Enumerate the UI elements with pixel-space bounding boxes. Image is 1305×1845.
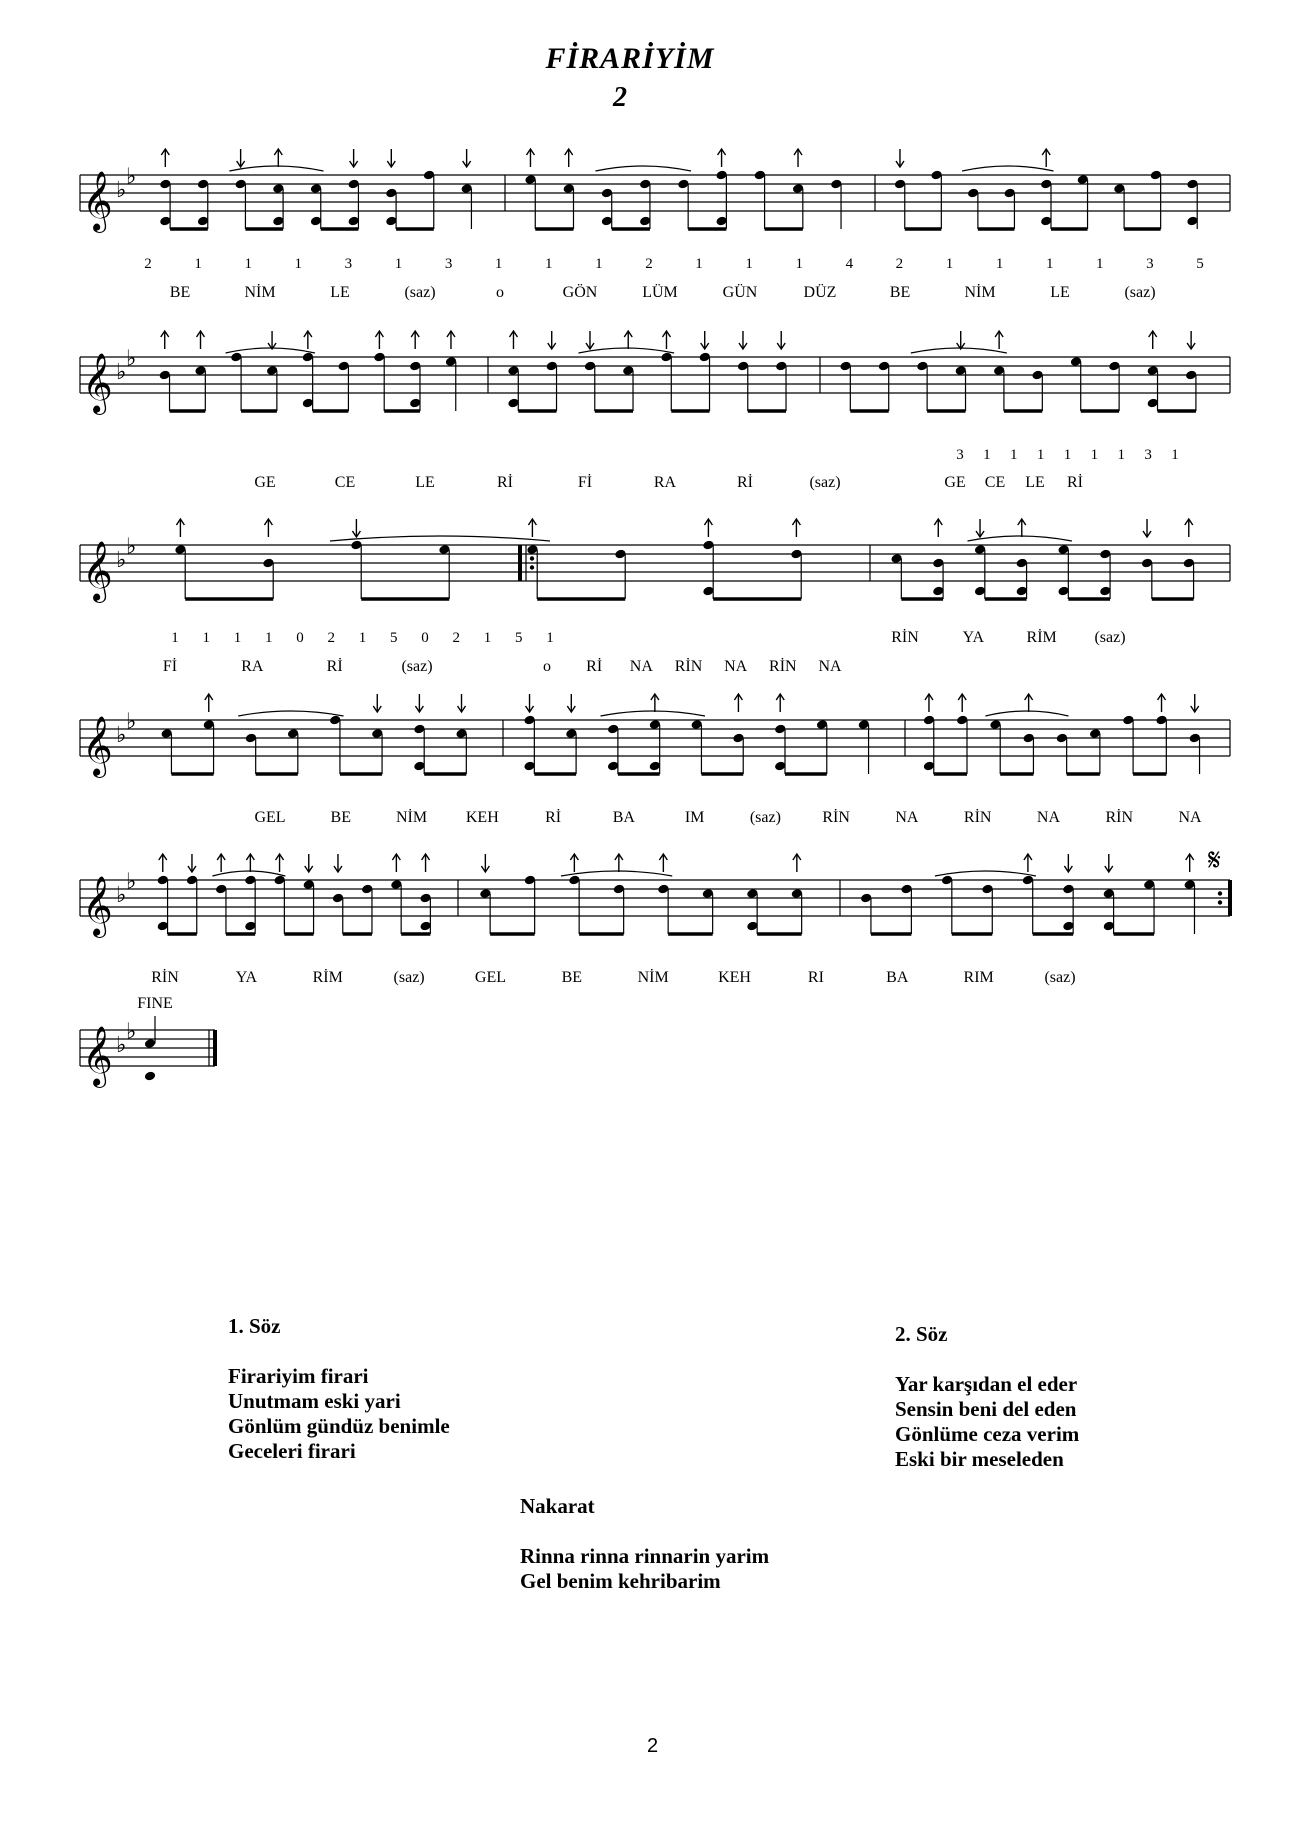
repeat-dot [530,565,534,569]
fingering-number: 1 [233,630,242,646]
verse-1-line: Firariyim firari [228,1364,369,1388]
lyric-syllable: (saz) [404,284,436,301]
flat-sign: ♭ [126,709,137,735]
lyric-syllable: (saz) [749,809,781,826]
slur [968,536,1072,541]
lyric-syllable: NA [629,658,653,675]
lyric-syllable: (saz) [809,474,841,491]
lyric-syllable: YA [962,629,985,646]
fingering-number: 1 [983,447,991,463]
fingering-number: 1 [1090,447,1099,463]
lyric-syllable: LE [415,474,435,491]
lyric-syllable: IM [684,809,705,826]
fingering-number: 3 [444,256,453,272]
slur [238,711,343,716]
fingering-number: 1 [394,256,403,272]
notehead [144,1038,157,1049]
lyric-syllable: Fİ [577,474,593,491]
lyric-syllable: KEH [465,809,499,826]
fingering-number: 0 [421,630,429,646]
treble-clef: 𝄞 [82,716,113,776]
lyric-syllable: NİM [964,284,996,301]
lyric-syllable: Rİ [497,474,513,491]
chorus-heading: Nakarat [520,1494,595,1518]
lyric-syllable: GEL [474,969,507,986]
lyric-syllable: BE [330,809,351,826]
flat-sign: ♭ [126,534,137,560]
lyric-syllable: CE [984,474,1006,491]
lyric-syllable: LE [1025,474,1045,491]
fingering-number: 5 [390,630,398,646]
lyric-syllable: NA [1036,809,1061,826]
flat-sign: ♭ [126,1019,137,1045]
fingering-number: 1 [945,256,954,272]
fingering-number: 1 [595,256,603,272]
lyric-syllable: NİM [637,969,669,986]
lyric-syllable: BE [169,284,191,301]
lyric-syllable: CE [334,474,356,491]
fingering-number: 1 [494,256,503,272]
fingering-number: 3 [1144,447,1152,463]
verse-2-line: Gönlüme ceza verim [895,1422,1080,1446]
segno-icon: 𝄋 [1208,843,1221,878]
lyric-syllable: GÖN [562,284,598,301]
slur [330,536,550,541]
lyric-syllable: RİN [822,809,850,826]
lyric-syllable: GE [254,474,276,491]
fine-marking: FINE [137,995,173,1012]
lyric-syllable: NA [1178,809,1202,826]
lyric-syllable: LÜM [642,284,678,301]
fingering-number: 1 [695,256,703,272]
lyric-syllable: (saz) [401,658,433,675]
slur [911,348,1007,353]
treble-clef: 𝄞 [82,353,113,413]
fingering-number: 1 [1117,447,1125,463]
lyric-syllable: (saz) [1124,284,1156,301]
lyric-syllable: RİN [891,629,919,646]
verse-2-line: Yar karşıdan el eder [895,1372,1078,1396]
lyric-syllable: BA [886,969,909,986]
lyric-syllable: RİN [674,658,703,675]
slur [985,711,1068,716]
verse-1-line: Geceleri firari [228,1439,356,1463]
lyric-syllable: RA [241,658,264,675]
lyric-syllable: KEH [718,969,751,986]
verse-2 [895,1322,1079,1472]
fingering-number: 1 [202,630,210,646]
lyric-syllable: RİN [151,969,179,986]
lyric-syllable: Rİ [737,474,753,491]
lyric-syllable: GE [944,474,966,491]
slur [229,166,323,171]
fingering-number: 3 [344,256,353,272]
fingering-number: 1 [294,256,303,272]
lyric-syllable: NİM [395,809,428,826]
flat-sign: ♭ [126,346,137,372]
lyric-syllable: (saz) [1094,629,1126,646]
fingering-number: 5 [515,630,523,646]
page-number: 2 [646,1735,659,1757]
slur [226,348,315,353]
lyric-syllable: GÜN [722,284,758,301]
fingering-number: 1 [1063,447,1072,463]
verse-1-line: Unutmam eski yari [228,1389,401,1413]
fingering-number: 5 [1196,256,1204,272]
lyric-syllable: LE [1050,284,1070,301]
slur [595,166,691,171]
fingering-number: 1 [745,256,753,272]
fingering-number: 1 [546,630,554,646]
fingering-number: 1 [483,630,492,646]
fingering-number: 3 [956,447,964,463]
lyric-syllable: (saz) [1044,969,1076,986]
lyric-syllable: RİN [769,658,797,675]
flat-sign: ♭ [126,164,137,190]
fingering-number: 1 [1045,256,1054,272]
lyric-syllable: RIM [963,969,994,986]
treble-clef: 𝄞 [82,1026,113,1086]
fingering-number: 1 [1096,256,1104,272]
verse-2-line: Sensin beni del eden [895,1397,1077,1421]
page-subtitle: 2 [613,82,627,113]
fingering-number: 1 [995,256,1004,272]
lyric-syllable: (saz) [393,969,425,986]
chorus [520,1494,769,1594]
lyric-syllable: RI [807,969,824,986]
fingering-number: 1 [1036,447,1045,463]
fingering-number: 1 [265,630,273,646]
fingering-number: 0 [296,630,304,646]
flat-sign: ♭ [116,723,127,748]
lyric-syllable: NA [895,809,919,826]
fingering-number: 3 [1146,256,1154,272]
lyric-syllable: RİM [1026,629,1057,646]
lyric-syllable: BE [889,284,911,301]
slur [935,871,1036,876]
lyric-syllable: Rİ [545,809,562,826]
fingering-number: 1 [171,630,179,646]
verse-1 [228,1314,450,1464]
fingering-number: 4 [845,256,854,272]
fingering-number: 2 [327,630,335,646]
lyric-syllable: LE [330,284,350,301]
lyric-syllable: GEL [254,809,286,826]
repeat-dot [1218,891,1222,895]
lyric-syllable: RİN [1105,809,1134,826]
lyric-syllable: DÜZ [803,284,837,301]
song-title: FİRARİYİM [545,42,715,75]
verse-1-line: Gönlüm gündüz benimle [228,1414,450,1438]
fingering-number: 2 [895,256,904,272]
lyric-syllable: Rİ [586,658,603,675]
verse-2-heading: 2. Söz [895,1322,948,1346]
repeat-dot [1218,900,1222,904]
fingering-number: 1 [545,256,553,272]
lyric-syllable: NİM [244,284,276,301]
flat-sign: ♭ [116,1033,127,1058]
fingering-number: 1 [1010,447,1018,463]
verse-2-line: Eski bir meseleden [895,1447,1064,1471]
verse-1-heading: 1. Söz [228,1314,281,1338]
fingering-number: 1 [244,256,252,272]
slur [579,348,675,353]
lyric-syllable: YA [235,969,258,986]
lyric-syllable: NA [818,658,842,675]
flat-sign: ♭ [116,883,127,908]
fingering-number: 2 [144,256,152,272]
chorus-line: Gel benim kehribarim [520,1569,721,1593]
lyric-syllable: Fİ [162,658,178,675]
lyric-syllable: RİN [963,809,992,826]
fingering-number: 2 [452,630,460,646]
fingering-number: 1 [194,256,202,272]
repeat-dot [530,556,534,560]
lyric-syllable: BE [561,969,583,986]
fingering-number: 1 [795,256,803,272]
fingering-number: 2 [645,256,653,272]
flat-sign: ♭ [116,548,127,573]
lyric-syllable: o [543,658,551,675]
lyric-syllable: Rİ [1067,474,1083,491]
flat-sign: ♭ [116,360,127,385]
slur [601,711,705,716]
flat-sign: ♭ [116,178,127,203]
notehead [144,1070,157,1081]
slur [561,871,672,876]
slur [212,871,285,876]
lyric-syllable: RA [653,474,677,491]
lyric-syllable: o [496,284,504,301]
flat-sign: ♭ [126,869,137,895]
lyric-syllable: Rİ [326,658,343,675]
treble-clef: 𝄞 [82,876,113,936]
treble-clef: 𝄞 [82,171,113,231]
lyric-syllable: RİM [312,969,343,986]
lyric-syllable: BA [612,809,635,826]
slur [962,166,1053,171]
treble-clef: 𝄞 [82,541,113,601]
chorus-line: Rinna rinna rinnarin yarim [520,1544,770,1568]
fingering-number: 1 [1171,447,1179,463]
fingering-number: 1 [358,630,367,646]
lyric-syllable: NA [724,658,748,675]
